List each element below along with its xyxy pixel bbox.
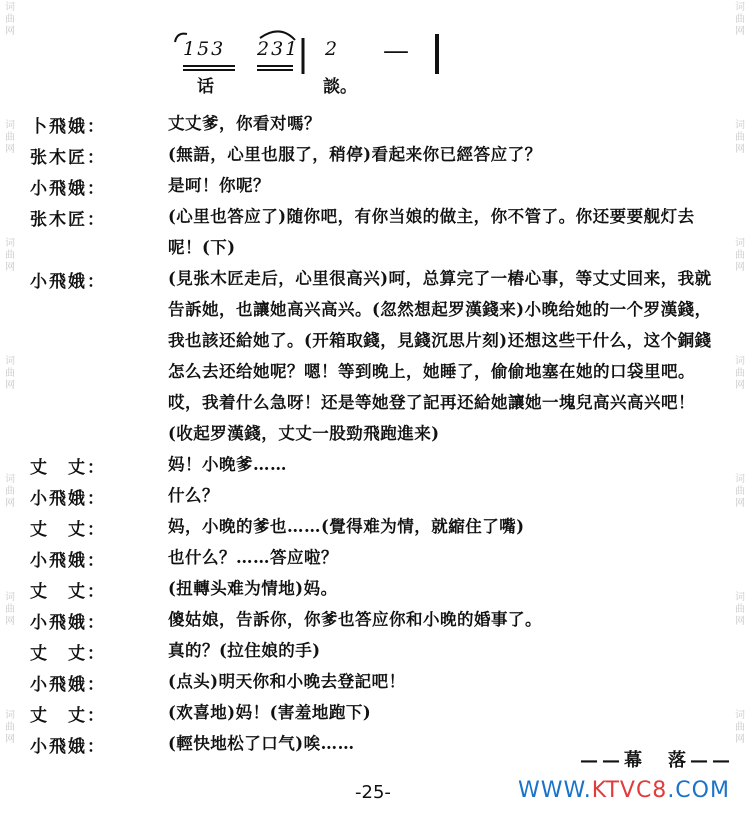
speaker-name: 小飛娥： [30,179,106,199]
watermark-char: 网 [5,616,15,627]
page-number: -25- [355,782,391,803]
speaker-name: 丈 丈： [30,582,106,602]
dialogue-text: (点头)明天你和小晚去登記吧！ [168,672,406,691]
watermark-char: 网 [5,262,15,273]
watermark-char: 词 [5,356,15,367]
watermark-char: 曲 [5,132,15,143]
site-watermark [518,778,730,803]
dialogue-row [30,666,720,697]
speaker-name: 卜飛娥： [30,117,106,137]
watermark-char: 曲 [5,368,15,379]
watermark-char: 词 [5,592,15,603]
watermark-char: 曲 [735,486,745,497]
watermark-char: 网 [5,734,15,745]
watermark-char: 网 [735,144,745,155]
watermark-char: 曲 [735,14,745,25]
dialogue-text: 什么？ [168,486,219,505]
speaker-name: 张木匠： [30,210,106,230]
watermark-char: 网 [735,616,745,627]
watermark-char: 词 [5,120,15,131]
watermark-char: 网 [735,262,745,273]
watermark-char: 词 [735,474,745,485]
dialogue-row [30,511,720,542]
dialogue-row [30,449,720,480]
watermark-char: 曲 [735,722,745,733]
curtain-falls: ——幕 落—— [580,750,734,771]
watermark-char: 网 [5,380,15,391]
watermark-char: 词 [735,710,745,721]
dialogue-row [30,542,720,573]
speaker-name: 小飛娥： [30,272,106,292]
watermark-char: 词 [735,356,745,367]
dialogue-text: 真的？(拉住娘的手) [168,641,321,660]
speaker-name: 小飛娥： [30,613,106,633]
watermark-char: 词 [735,592,745,603]
dialogue-row [30,573,720,604]
dialogue-row [30,201,720,263]
watermark-char: 曲 [735,132,745,143]
dialogue-row [30,108,720,139]
watermark-char: 词 [5,2,15,13]
dialogue-text: 傻姑娘，告訴你，你爹也答应你和小晚的婚事了。 [168,610,542,629]
watermark-right [731,0,749,825]
watermark-char: 网 [735,734,745,745]
watermark-char: 曲 [5,250,15,261]
dialogue-row [30,139,720,170]
dialogue-text: 妈！小晚爹…… [168,455,287,474]
dialogue-text: 是呵！你呢？ [168,176,270,195]
dialogue-row [30,604,720,635]
speaker-name: 丈 丈： [30,520,106,540]
watermark-char: 词 [5,710,15,721]
dialogue-row [30,697,720,728]
dialogue-text: (欢喜地)妈！(害羞地跑下) [168,703,372,722]
watermark-char: 网 [735,26,745,37]
watermark-char: 曲 [5,604,15,615]
dialogue-row [30,480,720,511]
dialogue-text: (見张木匠走后，心里很高兴)呵，总算完了一樁心事，等丈丈回来，我就告訴她，也讓她高兴高兴。(忽然想起罗漢錢来)小晚给她的一个罗漢錢，我也該还給她了。(开箱取錢，見錢沉思片刻)还想这些干什么，这个銅錢怎么去还给她呢？嗯！等到晚上，她睡了，偷偷地塞在她的口袋里吧。哎，我着什么急呀！还是等她登了記再还給她讓她一塊兒高兴高兴吧！(收起罗漢錢，丈丈一股勁飛跑進来) [168,269,712,443]
watermark-char: 网 [5,144,15,155]
watermark-char: 曲 [735,250,745,261]
watermark-char: 词 [5,238,15,249]
speaker-name: 小飛娥： [30,675,106,695]
dialogue-row [30,635,720,666]
watermark-char: 词 [735,238,745,249]
dialogue-text: (心里也答应了)随你吧，有你当娘的做主，你不管了。你还要要舰灯去呢！(下) [168,207,695,257]
speaker-name: 张木匠： [30,148,106,168]
dialogue-text: (輕快地松了口气)唉…… [168,734,355,753]
dialogue [30,108,720,759]
watermark-char: 网 [5,498,15,509]
dialogue-text: (無語，心里也服了，稍停)看起来你已經答应了？ [168,145,542,164]
speaker-name: 丈 丈： [30,458,106,478]
speaker-name: 小飛娥： [30,551,106,571]
watermark-char: 曲 [5,722,15,733]
music-notation [165,30,465,97]
site-part-2: KTVC8 [591,778,668,803]
watermark-char: 词 [5,474,15,485]
speaker-name: 丈 丈： [30,706,106,726]
speaker-name: 丈 丈： [30,644,106,664]
dialogue-text: 丈丈爹，你看对嗎？ [168,114,321,133]
watermark-char: 曲 [5,14,15,25]
site-part-1: WWW. [518,778,592,803]
watermark-char: 词 [735,2,745,13]
watermark-char: 曲 [5,486,15,497]
speaker-name: 小飛娥： [30,737,106,757]
watermark-char: 曲 [735,604,745,615]
dialogue-text: 也什么？……答应啦？ [168,548,338,567]
watermark-char: 曲 [735,368,745,379]
lyric-2: 談。 [323,77,357,97]
watermark-left [1,0,19,825]
beat-number: 2 [325,38,340,60]
watermark-char: 网 [5,26,15,37]
watermark-char: 网 [735,380,745,391]
dialogue-row [30,263,720,449]
watermark-char: 词 [735,120,745,131]
speaker-name: 小飛娥： [30,489,106,509]
lyric-1: 话 [197,77,214,97]
notes-group-2: 231 [257,38,300,60]
dialogue-row [30,170,720,201]
dialogue-text: (扭轉头难为情地)妈。 [168,579,338,598]
sustain-dash: — [383,36,411,66]
notes-group-1: 153 [183,38,226,60]
site-part-3: .COM [667,778,730,803]
dialogue-text: 妈，小晚的爹也……(覺得难为情，就縮住了嘴) [168,517,525,536]
watermark-char: 网 [735,498,745,509]
